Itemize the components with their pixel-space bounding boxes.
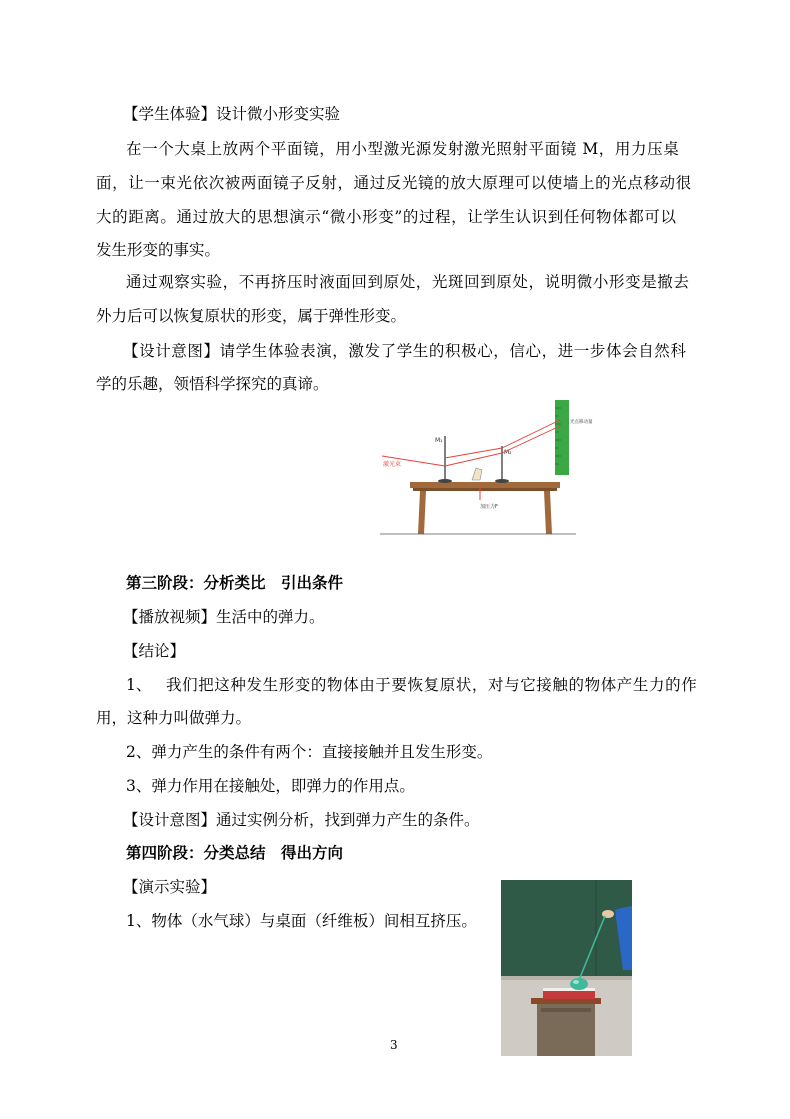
- list-item: 2、弹力产生的条件有两个：直接接触并且发生形变。: [126, 743, 493, 761]
- chalkboard: [501, 880, 632, 978]
- paragraph-line: 大的距离。通过放大的思想演示“微小形变”的过程，让学生认识到任何物体都可以: [96, 208, 677, 226]
- demo-item: 1、物体（水气球）与桌面（纤维板）间相互挤压。: [126, 912, 477, 930]
- ruler-label: 光点移动量: [570, 420, 593, 425]
- laser-beam: [382, 420, 560, 466]
- water-balloon: [570, 978, 588, 990]
- mirror-m2-label: M₂: [504, 449, 512, 456]
- table-leg: [544, 491, 552, 534]
- table-top: [410, 482, 560, 488]
- video-line: 【播放视频】生活中的弹力。: [123, 608, 325, 626]
- list-item-text: 我们把这种发生形变的物体由于要恢复原状，对与它接触的物体产生力的作: [166, 676, 698, 694]
- section-heading: 【学生体验】设计微小形变实验: [123, 105, 341, 123]
- laser-mirror-diagram: [380, 398, 593, 538]
- paragraph-line: 在一个大桌上放两个平面镜，用小型激光源发射激光照射平面镜 M，用力压桌: [126, 140, 680, 158]
- force-label: 加压力F: [480, 504, 498, 510]
- list-item-number: 1、: [126, 676, 152, 694]
- paragraph-line: 外力后可以恢复原状的形变，属于弹性形变。: [96, 307, 407, 325]
- design-intent-line: 学的乐趣，领悟科学探究的真谛。: [96, 375, 329, 393]
- design-intent-line: 【设计意图】请学生体验表演，激发了学生的积极心，信心，进一步体会自然科: [123, 342, 687, 360]
- page-number: 3: [390, 1038, 398, 1052]
- conclusion-title: 【结论】: [123, 642, 186, 660]
- pressed-object: [472, 468, 482, 480]
- paragraph-line: 通过观察实验，不再挤压时液面回到原处，光斑回到原处，说明微小形变是撤去: [126, 273, 690, 291]
- laser-label: 激光束: [383, 461, 402, 468]
- demo-title: 【演示实验】: [123, 878, 217, 896]
- hand: [602, 910, 614, 918]
- list-item: 3、弹力作用在接触处，即弹力的作用点。: [126, 777, 415, 795]
- list-item-text: 用，这种力叫做弹力。: [96, 709, 252, 727]
- table-leg: [418, 491, 426, 534]
- stage-heading: 第三阶段：分析类比 引出条件: [126, 573, 344, 592]
- fiber-board: [543, 990, 595, 999]
- paragraph-line: 发生形变的事实。: [96, 241, 221, 259]
- design-intent-line: 【设计意图】通过实例分析，找到弹力产生的条件。: [123, 811, 480, 829]
- water-balloon-photo: [501, 880, 632, 1056]
- mirror-m1-label: M₁: [435, 437, 443, 444]
- stage-heading: 第四阶段：分类总结 得出方向: [126, 843, 344, 862]
- paragraph-line: 面，让一束光依次被两面镜子反射，通过反光镜的放大原理可以使墙上的光点移动很: [96, 174, 692, 192]
